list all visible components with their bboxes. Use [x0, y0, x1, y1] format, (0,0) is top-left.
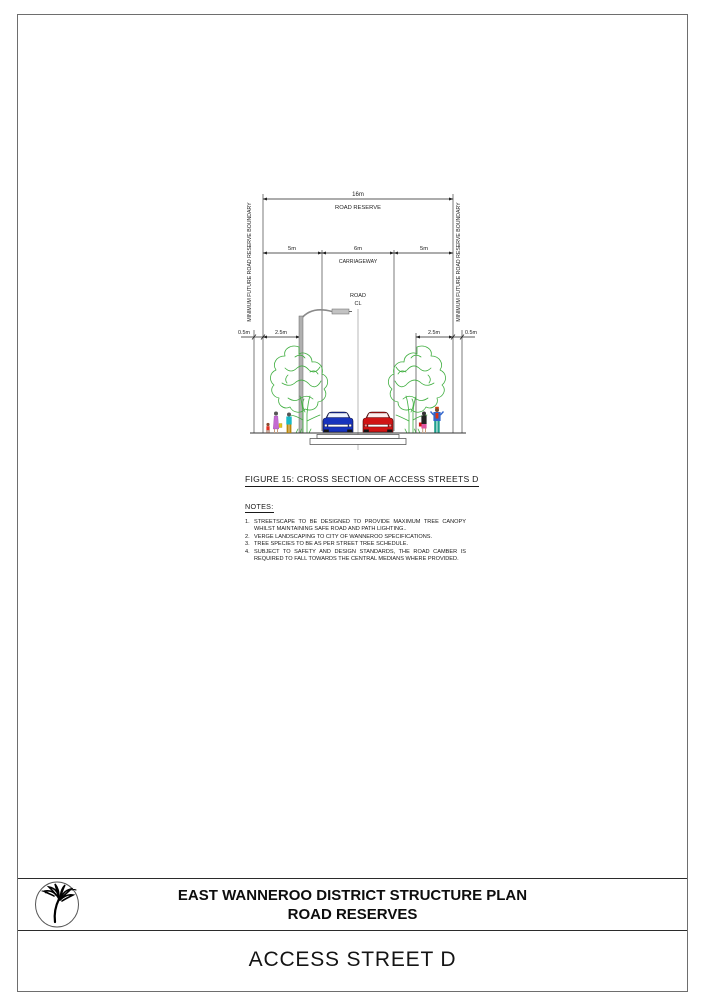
light-pole — [299, 316, 303, 433]
road-label: ROAD — [350, 293, 366, 299]
dim-verges-carriageway — [263, 246, 453, 265]
note-text: SUBJECT TO SAFETY AND DESIGN STANDARDS, THE ROAD CAMBER IS REQUIRED TO FALL TOWARDS THE CENTRAL MEDIANS WHERE PROVIDED. — [254, 548, 466, 562]
note-text: VERGE LANDSCAPING TO CITY OF WANNEROO SPECIFICATIONS. — [254, 533, 433, 540]
note-text: TREE SPECIES TO BE AS PER STREET TREE SCHEDULE. — [254, 541, 409, 547]
note-number: 3. — [245, 541, 250, 547]
notes-list — [245, 519, 466, 563]
pedestrians-left — [266, 412, 291, 434]
note-text: STREETSCAPE TO BE DESIGNED TO PROVIDE MAXIMUM TREE CANOPY WHILST MAINTAINING SAFE ROAD AND PATH LIGHTING.. — [254, 519, 466, 532]
note-number: 4. — [245, 548, 250, 555]
sheet-border — [17, 14, 688, 992]
pedestrian-woman-right — [419, 412, 427, 434]
note-item — [245, 519, 466, 533]
road-cl-label — [350, 293, 366, 307]
dim-carriageway: 6m — [353, 246, 363, 252]
car-red — [363, 412, 393, 432]
dim-left-path: 2.5m — [275, 330, 287, 336]
pedestrian-woman-left — [273, 412, 282, 434]
dim-right-path: 2.5m — [428, 330, 440, 336]
left-boundary-label: MINIMUM FUTURE ROAD RESERVE BOUNDARY — [247, 202, 253, 322]
title-block — [18, 878, 687, 931]
road-reserve-label: ROAD RESERVE — [335, 205, 381, 211]
dim-right-offset: 0.5m — [465, 330, 477, 336]
dim-total-label: 16m — [352, 192, 364, 198]
figure-caption: FIGURE 15: CROSS SECTION OF ACCESS STREETS D — [245, 474, 479, 487]
title-line-2: ROAD RESERVES — [287, 905, 418, 923]
dim-left-offset: 0.5m — [238, 330, 250, 336]
car-blue — [323, 412, 353, 432]
road-pavement — [310, 435, 406, 445]
cross-section-drawing — [225, 180, 485, 460]
cl-label: CL — [354, 301, 362, 307]
note-item — [245, 549, 466, 563]
right-boundary-label: MINIMUM FUTURE ROAD RESERVE BOUNDARY — [456, 202, 462, 322]
pedestrian-man-left — [286, 413, 291, 434]
dim-left-verge: 5m — [287, 246, 297, 252]
pedestrian-child — [266, 423, 269, 433]
sheet-name: ACCESS STREET D — [248, 948, 457, 971]
note-number: 1. — [245, 519, 250, 525]
notes-heading: NOTES: — [245, 502, 274, 511]
dim-right-verge: 5m — [419, 246, 429, 252]
carriageway-label: CARRIAGEWAY — [338, 259, 378, 265]
dim-road-reserve — [263, 192, 453, 211]
lamp-head — [332, 309, 349, 314]
pedestrian-man-right — [431, 407, 444, 433]
footer-band — [18, 931, 687, 989]
note-item — [245, 534, 466, 541]
note-item — [245, 541, 466, 548]
note-number: 2. — [245, 533, 250, 540]
title-line-1: EAST WANNEROO DISTRICT STRUCTURE PLAN — [177, 886, 528, 904]
